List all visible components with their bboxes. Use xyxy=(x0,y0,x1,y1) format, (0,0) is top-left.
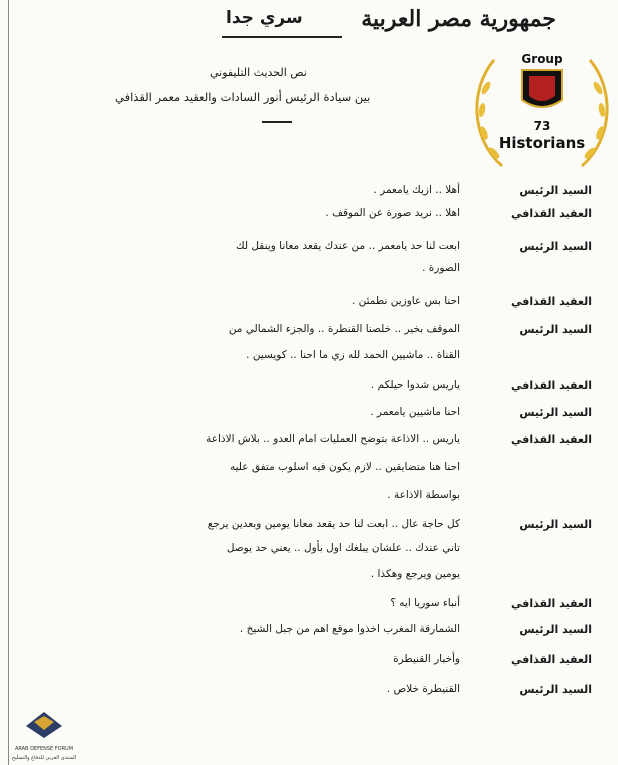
speaker-label: السيد الرئيس xyxy=(519,240,592,253)
speaker-label: السيد الرئيس xyxy=(519,623,592,636)
dialogue-line: احنا هنا متضايقين .. لازم يكون فيه اسلوب متفق عليه xyxy=(229,461,460,473)
dialogue-line: وأخبار القنيطرة xyxy=(393,653,460,665)
title-underline xyxy=(262,121,292,123)
letterhead-republic: جمهورية مصر العربية xyxy=(361,6,556,32)
dialogue-line: احنا بس عاوزين نطمئن . xyxy=(351,295,460,307)
dialogue-line: يومين ويرجع وهكذا . xyxy=(370,568,460,580)
dialogue-line: تاني عندك .. علشان يبلغك اول بأول .. يعني حد يوصل xyxy=(226,542,460,554)
speaker-label: العقيد القذافي xyxy=(511,379,592,392)
svg-text:Historians: Historians xyxy=(498,134,586,152)
dialogue-line: أنباء سوريا ايه ؟ xyxy=(390,597,460,609)
dialogue-line: الشمارقة المغرب اخذوا موقع اهم من جبل الشيخ . xyxy=(239,623,460,635)
page-left-edge xyxy=(8,0,9,765)
dialogue-line: ياريس .. الاذاعة بتوضح العمليات امام العدو .. بلاش الاذاعة xyxy=(206,433,460,445)
dialogue-line: احنا ماشيين يامعمر . xyxy=(370,406,460,418)
dialogue-line: أهلا .. ازيك يامعمر . xyxy=(373,184,460,196)
dialogue-line: ابعت لنا حد يامعمر .. من عندك يقعد معانا وينقل لك xyxy=(235,240,460,252)
speaker-label: العقيد القذافي xyxy=(511,207,592,220)
document-title: نص الحديث التليفوني xyxy=(210,66,307,79)
dialogue-line: كل حاجة عال .. ابعت لنا حد يقعد معانا يومين وبعدين يرجع xyxy=(207,518,460,530)
speaker-label: العقيد القذافي xyxy=(511,653,592,666)
document-subtitle: بين سيادة الرئيس أنور السادات والعقيد معمر القذافي xyxy=(115,90,371,104)
classification-underline xyxy=(222,36,342,38)
speaker-label: السيد الرئيس xyxy=(519,323,592,336)
dialogue-line: بواسطة الاذاعة . xyxy=(387,489,460,501)
arab-defense-forum-logo xyxy=(4,708,84,764)
speaker-label: العقيد القذافي xyxy=(511,295,592,308)
dialogue-line: اهلا .. نريد صورة عن الموقف . xyxy=(325,207,460,219)
dialogue-line: الصورة . xyxy=(422,262,460,274)
svg-text:ARAB DEFENSE FORUM: ARAB DEFENSE FORUM xyxy=(14,746,74,752)
dialogue-line: ياريس شدوا حيلكم . xyxy=(370,379,460,391)
speaker-label: العقيد القذافي xyxy=(511,433,592,446)
speaker-label: العقيد القذافي xyxy=(511,597,592,610)
speaker-label: السيد الرئيس xyxy=(519,406,592,419)
svg-text:Group: Group xyxy=(521,52,563,66)
speaker-label: السيد الرئيس xyxy=(519,518,592,531)
speaker-label: السيد الرئيس xyxy=(519,184,592,197)
svg-text:73: 73 xyxy=(533,119,551,133)
dialogue-line: القناة .. ماشيين الحمد لله زي ما احنا .. كويسين . xyxy=(246,349,460,361)
classification-mark: سري جدا xyxy=(226,8,303,28)
group73-historians-badge xyxy=(472,48,612,178)
svg-text:المنتدى العربي للدفاع والتسليح: المنتدى العربي للدفاع والتسليح xyxy=(11,755,77,761)
dialogue-line: القنيطرة خلاص . xyxy=(386,683,460,695)
speaker-label: السيد الرئيس xyxy=(519,683,592,696)
dialogue-line: الموقف بخير .. خلصنا القنطرة .. والجزء الشمالي من xyxy=(228,323,460,335)
